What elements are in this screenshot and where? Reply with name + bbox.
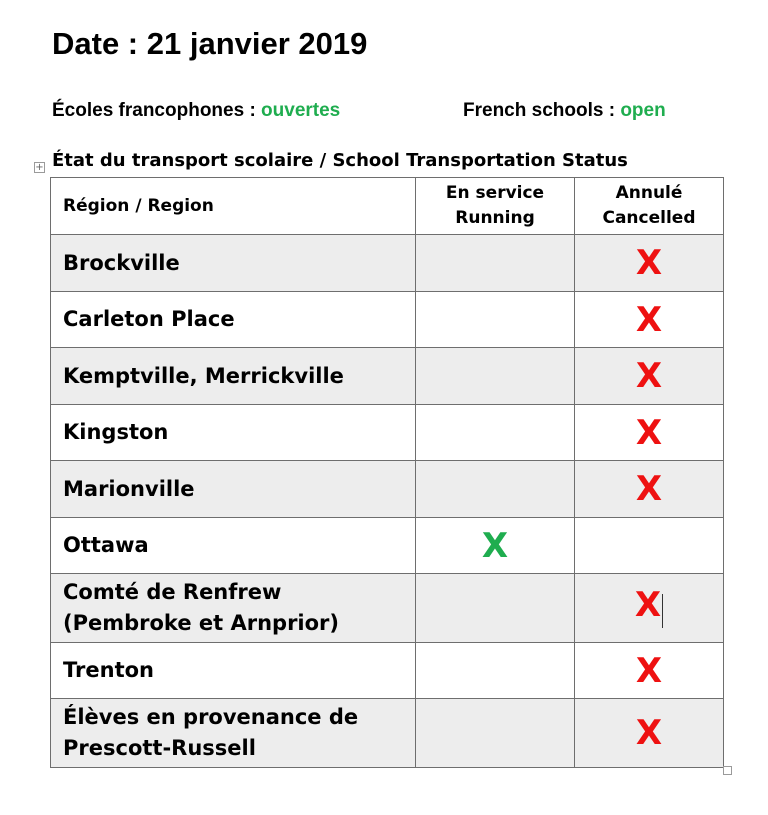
table-row: [51, 348, 724, 405]
running-cell: [416, 699, 575, 768]
region-cell: [51, 699, 416, 768]
cancelled-cell: [575, 461, 724, 518]
cancelled-cell: [575, 699, 724, 768]
cancelled-mark: X: [635, 356, 663, 396]
transport-status-heading: État du transport scolaire / School Transportation Status: [52, 150, 628, 171]
region-line-1: Comté de Renfrew: [63, 580, 282, 604]
table-row: [51, 643, 724, 699]
page-date-title: Date : 21 janvier 2019: [52, 26, 368, 61]
cancelled-mark: X: [635, 650, 663, 691]
cancelled-mark: X: [635, 243, 663, 283]
cancelled-mark: X: [635, 412, 663, 453]
region-line-1: Élèves en provenance de: [63, 705, 359, 729]
header-running-en: Running: [455, 208, 535, 228]
cancelled-cell: [575, 643, 724, 699]
table-resize-handle-icon[interactable]: [723, 766, 732, 775]
table-move-handle-icon[interactable]: +: [35, 162, 44, 173]
header-region: Région / Region: [51, 178, 416, 235]
running-mark: X: [481, 525, 509, 566]
cancelled-cell: [575, 348, 724, 405]
french-schools-status-en: [463, 100, 666, 122]
region-cell: Kemptville, Merrickville: [51, 348, 416, 405]
table-header-row: [51, 178, 724, 235]
text-cursor-icon: [662, 594, 663, 628]
region-cell: Marionville: [51, 461, 416, 518]
running-cell: [416, 518, 575, 574]
region-cell: Carleton Place: [51, 292, 416, 348]
running-cell: [416, 461, 575, 518]
region-line-2: Prescott-Russell: [63, 736, 256, 760]
running-cell: [416, 643, 575, 699]
schools-fr-label: Écoles francophones :: [52, 100, 262, 121]
table-row: [51, 461, 724, 518]
header-cancelled-fr: Annulé: [615, 183, 683, 203]
header-cancelled-en: Cancelled: [602, 208, 696, 228]
cancelled-cell: [575, 518, 724, 574]
region-cell: Ottawa: [51, 518, 416, 574]
region-line-2: (Pembroke et Arnprior): [63, 611, 340, 635]
header-cancelled: [575, 178, 724, 235]
header-running: [416, 178, 575, 235]
table-row: [51, 574, 724, 643]
cancelled-cell[interactable]: [575, 574, 724, 643]
cancelled-mark: X: [634, 584, 662, 625]
table-row: [51, 235, 724, 292]
region-cell: [51, 574, 416, 643]
running-cell: [416, 574, 575, 643]
table-row: [51, 292, 724, 348]
running-cell: [416, 235, 575, 292]
cancelled-mark: X: [635, 713, 663, 753]
region-cell: Kingston: [51, 405, 416, 461]
cancelled-cell: [575, 405, 724, 461]
running-cell: [416, 348, 575, 405]
cancelled-cell: [575, 292, 724, 348]
running-cell: [416, 292, 575, 348]
cancelled-mark: X: [635, 469, 663, 509]
running-cell: [416, 405, 575, 461]
schools-en-label: French schools :: [463, 100, 621, 121]
table-row: [51, 518, 724, 574]
table-row: [51, 699, 724, 768]
transport-status-table: [50, 177, 724, 768]
header-running-fr: En service: [445, 183, 545, 203]
cancelled-mark: X: [635, 299, 663, 340]
region-cell: Brockville: [51, 235, 416, 292]
french-schools-status-fr: [52, 100, 340, 122]
schools-fr-open-value: ouvertes: [261, 100, 341, 121]
region-cell: Trenton: [51, 643, 416, 699]
cancelled-cell: [575, 235, 724, 292]
table-row: [51, 405, 724, 461]
schools-en-open-value: open: [620, 100, 666, 121]
